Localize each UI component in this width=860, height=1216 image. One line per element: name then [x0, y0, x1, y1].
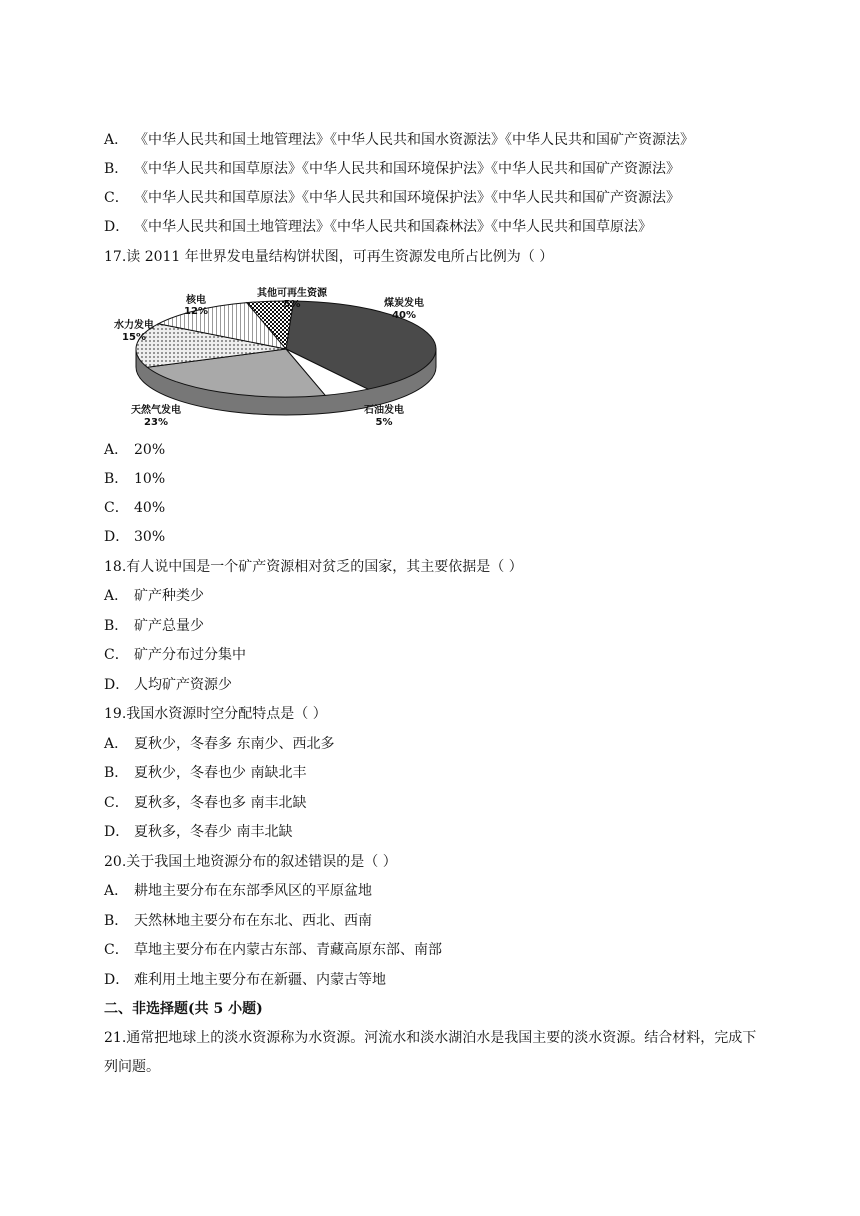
- q16-option-d: D． 《中华人民共和国土地管理法》《中华人民共和国森林法》《中华人民共和国草原法》: [104, 219, 652, 235]
- label-coal: 煤炭发电: [384, 298, 424, 309]
- label-other-renewable-pct: 5%: [283, 299, 301, 310]
- label-hydro-pct: 15%: [122, 332, 146, 343]
- label-oil-pct: 5%: [375, 417, 393, 428]
- label-gas: 天然气发电: [131, 405, 181, 416]
- section-heading: 二、非选择题(共 5 小题): [104, 1001, 263, 1017]
- q17-option-d: D． 30%: [104, 529, 166, 545]
- q16-option-c: C． 《中华人民共和国草原法》《中华人民共和国环境保护法》《中华人民共和国矿产资源法》: [104, 190, 680, 206]
- q20-stem: 20.关于我国土地资源分布的叙述错误的是（ ）: [104, 854, 397, 870]
- pie-chart: [104, 283, 444, 433]
- q20-option-a: A． 耕地主要分布在东部季风区的平原盆地: [104, 883, 372, 899]
- label-oil: 石油发电: [364, 405, 404, 416]
- q19-stem: 19.我国水资源时空分配特点是（ ）: [104, 706, 327, 722]
- label-hydro: 水力发电: [114, 320, 154, 331]
- label-gas-pct: 23%: [144, 417, 168, 428]
- q18-stem: 18.有人说中国是一个矿产资源相对贫乏的国家，其主要依据是（ ）: [104, 559, 523, 575]
- q18-option-c: C． 矿产分布过分集中: [104, 647, 246, 663]
- q19-option-d: D． 夏秋多，冬春少 南丰北缺: [104, 824, 293, 840]
- label-coal-pct: 40%: [392, 310, 416, 321]
- q20-option-d: D． 难利用土地主要分布在新疆、内蒙古等地: [104, 972, 386, 988]
- q16-option-b: B． 《中华人民共和国草原法》《中华人民共和国环境保护法》《中华人民共和国矿产资源法》: [104, 161, 680, 177]
- label-nuclear-pct: 12%: [184, 306, 208, 317]
- q17-option-c: C． 40%: [104, 500, 166, 516]
- label-other-renewable: 其他可再生资源: [257, 288, 327, 299]
- q17-option-a: A． 20%: [104, 442, 166, 458]
- q20-option-c: C． 草地主要分布在内蒙古东部、青藏高原东部、南部: [104, 942, 442, 958]
- q18-option-b: B． 矿产总量少: [104, 618, 204, 634]
- q16-option-a: A． 《中华人民共和国土地管理法》《中华人民共和国水资源法》《中华人民共和国矿产资源法》: [104, 132, 694, 148]
- q17-option-b: B． 10%: [104, 471, 166, 487]
- q18-option-a: A． 矿产种类少: [104, 588, 204, 604]
- q19-option-c: C． 夏秋多，冬春也多 南丰北缺: [104, 795, 307, 811]
- q18-option-d: D． 人均矿产资源少: [104, 677, 232, 693]
- q21-stem: 21.通常把地球上的淡水资源称为水资源。河流水和淡水湖泊水是我国主要的淡水资源。结合材料，完成下列问题。: [104, 1030, 757, 1075]
- q17-stem: 17.读 2011 年世界发电量结构饼状图，可再生资源发电所占比例为（ ）: [104, 249, 554, 265]
- label-nuclear: 核电: [186, 295, 206, 306]
- q19-option-a: A． 夏秋少，冬春多 东南少、西北多: [104, 736, 335, 752]
- q19-option-b: B． 夏秋少，冬春也少 南缺北丰: [104, 765, 307, 781]
- q20-option-b: B． 天然林地主要分布在东北、西北、西南: [104, 913, 372, 929]
